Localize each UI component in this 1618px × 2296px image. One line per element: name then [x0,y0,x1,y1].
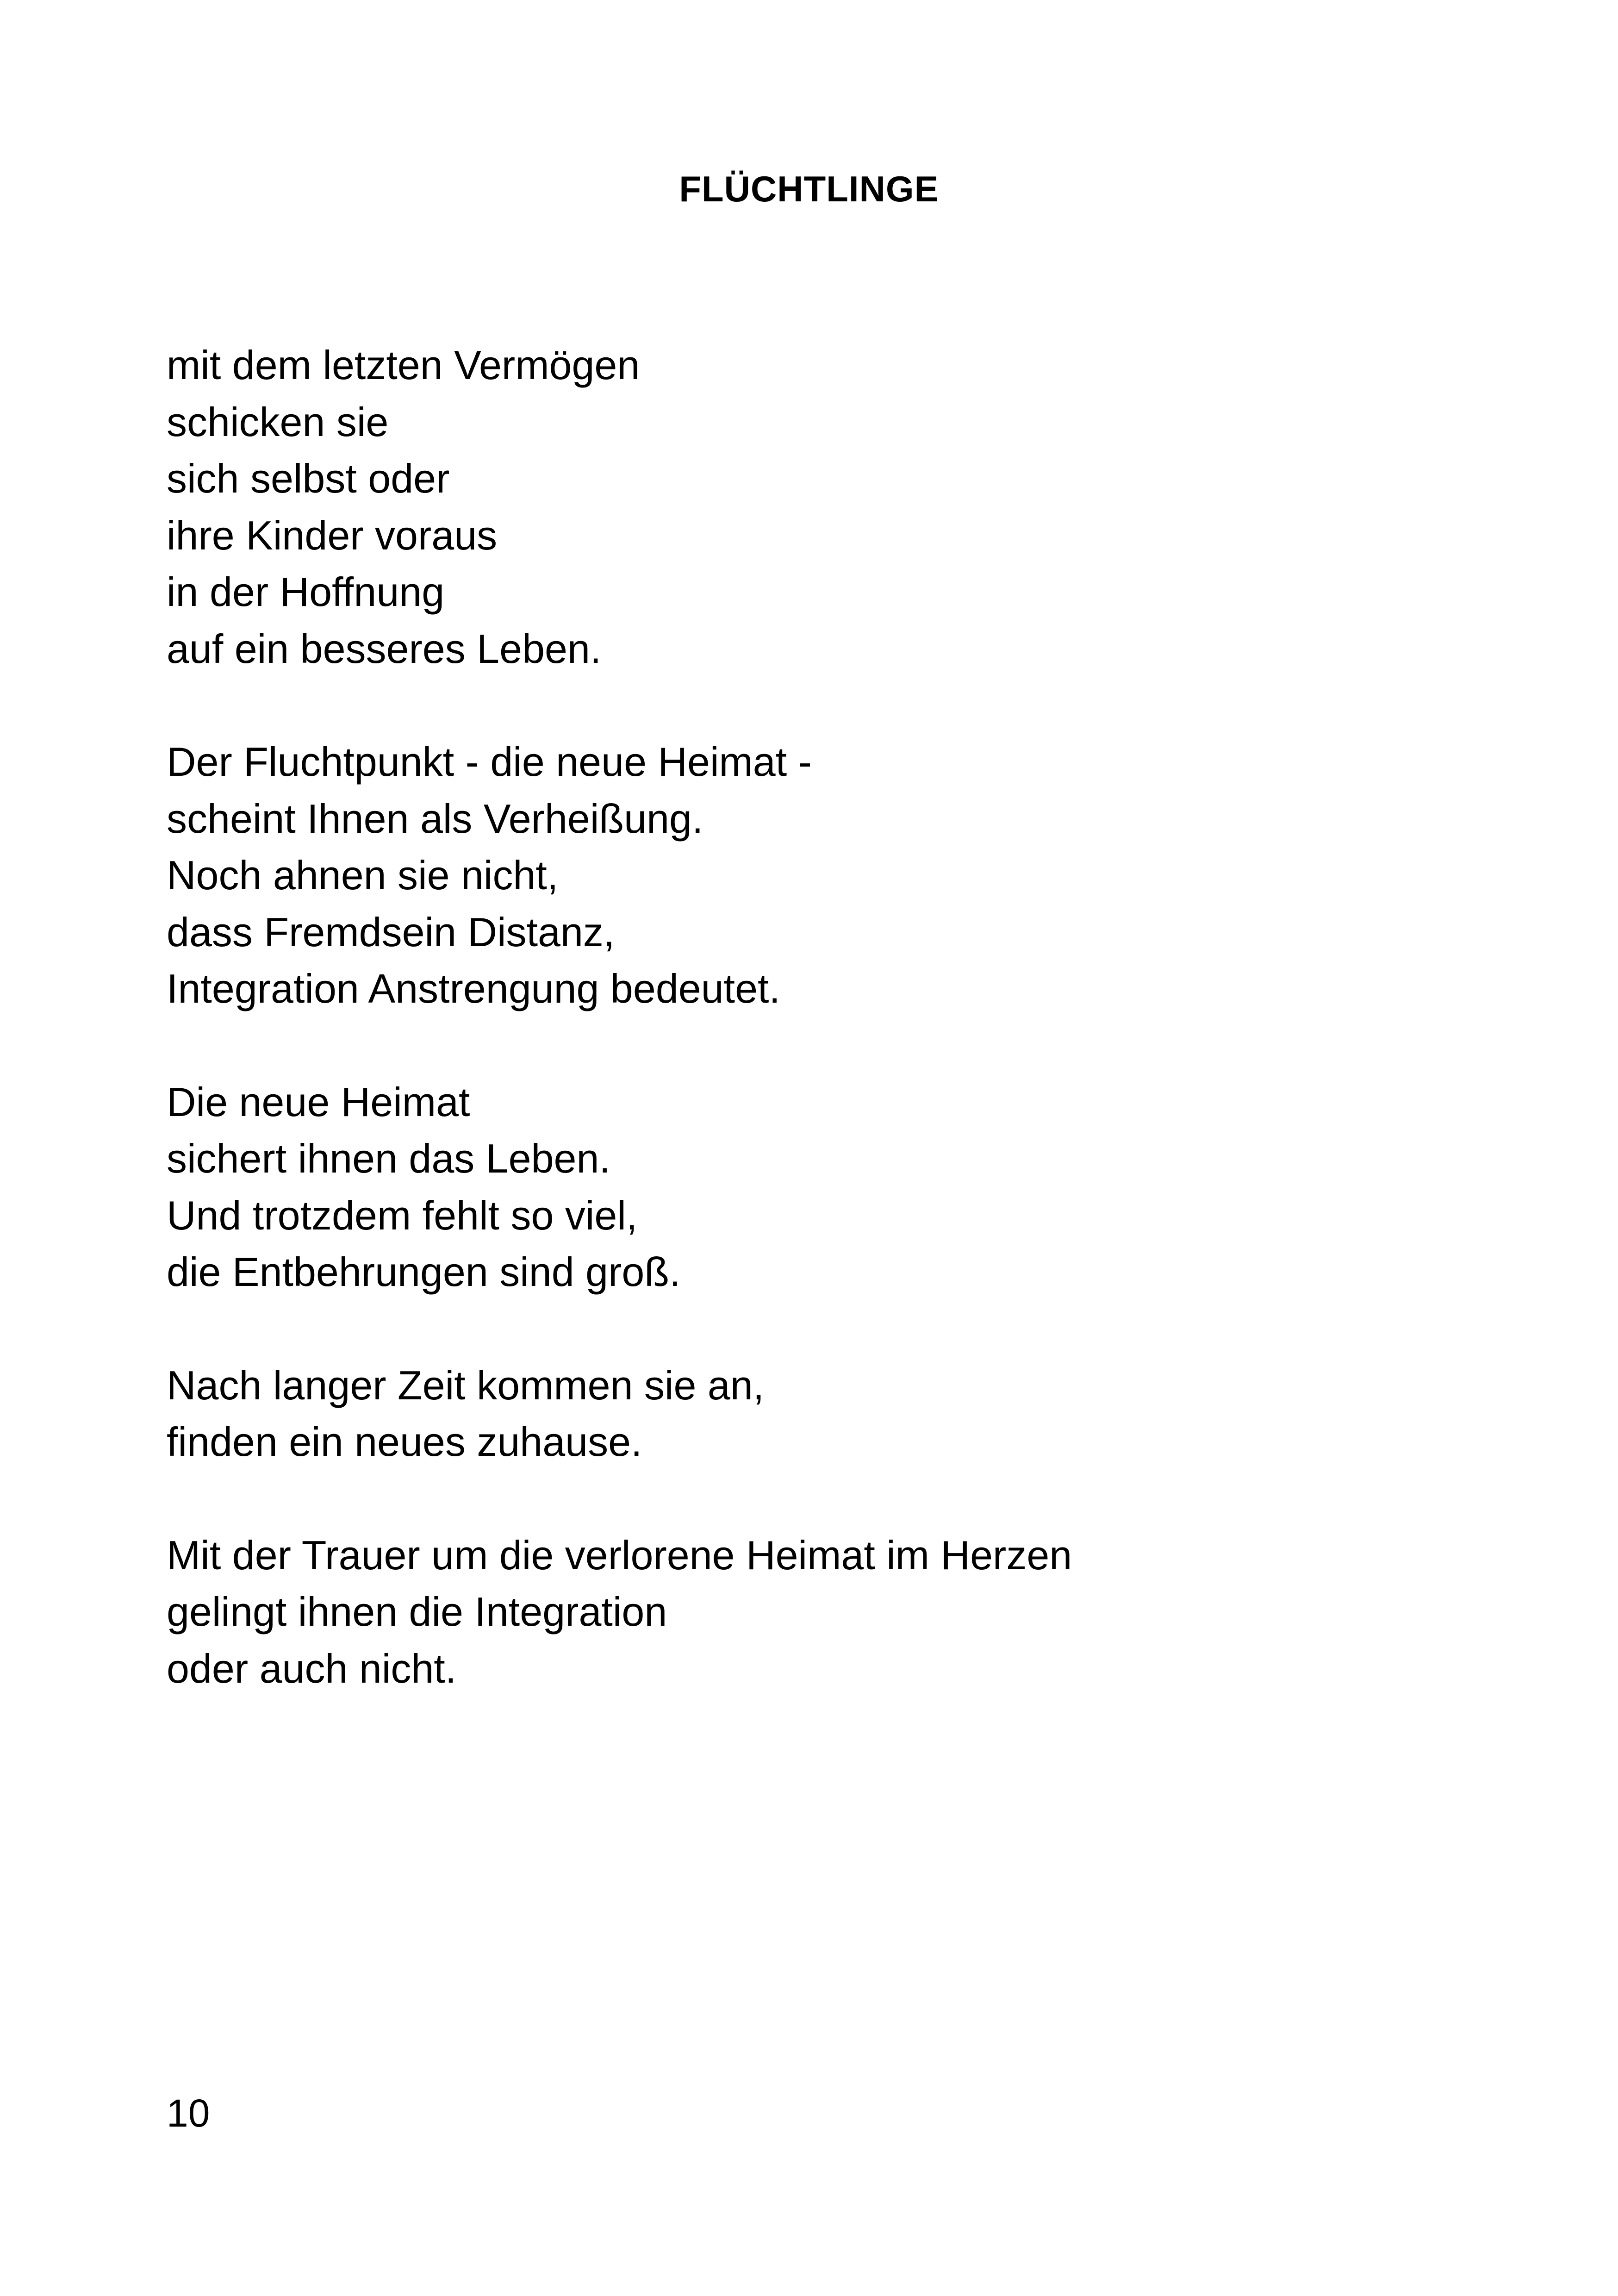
poem-line: sich selbst oder [167,455,450,501]
poem-line: scheint Ihnen als Verheißung. [167,795,703,842]
poem-line: Nach langer Zeit kommen sie an, [167,1362,765,1408]
stanza-1 [167,337,1509,677]
stanza-4 [167,1357,1509,1471]
stanza-5 [167,1527,1509,1697]
poem-line: Mit der Trauer um die verlorene Heimat im Herzen [167,1532,1072,1578]
poem-line: mit dem letzten Vermögen [167,342,640,388]
poem-line: Die neue Heimat [167,1079,470,1125]
stanza-2 [167,734,1509,1017]
page-number: 10 [167,2091,210,2135]
poem-line: in der Hoffnung [167,569,445,615]
poem-line: sichert ihnen das Leben. [167,1136,610,1181]
poem-line: gelingt ihnen die Integration [167,1589,667,1635]
poem-line: dass Fremdsein Distanz, [167,909,615,955]
poem-line: Noch ahnen sie nicht, [167,852,559,898]
poem-line: Integration Anstrengung bedeutet. [167,966,780,1011]
poem-line: Und trotzdem fehlt so viel, [167,1192,638,1238]
poem-title: FLÜCHTLINGE [679,168,939,209]
stanza-3 [167,1074,1509,1301]
poem-line: schicken sie [167,399,389,445]
poem-body [167,337,1509,1753]
poem-line: auf ein besseres Leben. [167,625,602,672]
poem-line: die Entbehrungen sind groß. [167,1249,681,1295]
poem-line: oder auch nicht. [167,1645,457,1691]
poem-line: ihre Kinder voraus [167,512,498,558]
poem-line: finden ein neues zuhause. [167,1419,642,1465]
poem-line: Der Fluchtpunkt - die neue Heimat - [167,739,812,785]
